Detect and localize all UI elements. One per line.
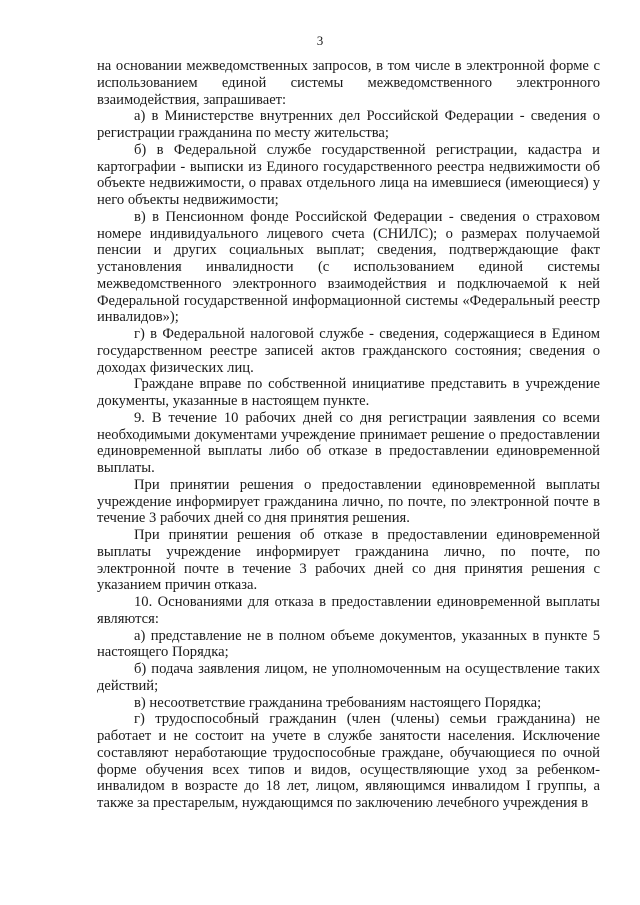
paragraph: При принятии решения об отказе в предоставлении единовременной выплаты учреждение информирует гражданина лично, по почте, по электронной почте в течение 3 рабочих дней со дня принятия решения с указанием причин отказа. — [97, 527, 600, 594]
paragraph: При принятии решения о предоставлении единовременной выплаты учреждение информирует гражданина лично, по почте, по электронной почте в течение 3 рабочих дней со дня принятия решения. — [97, 476, 600, 527]
paragraph: в) в Пенсионном фонде Российской Федерации - сведения о страховом номере индивидуального лицевого счета (СНИЛС); о размерах получаемой пенсии и других социальных выплат; сведения, подтверждающие факт установления инвалидности (с использованием единой системы межведомственного электронного взаимодействия и подключаемой к ней Федеральной государственной информационной системы «Федеральный реестр инвалидов»); — [97, 208, 600, 326]
paragraph: в) несоответствие гражданина требованиям настоящего Порядка; — [134, 694, 542, 711]
paragraph: 10. Основаниями для отказа в предоставлении единовременной выплаты являются: — [97, 594, 600, 627]
paragraph: Граждане вправе по собственной инициативе представить в учреждение документы, указанные в настоящем пункте. — [97, 376, 600, 409]
document-body — [97, 58, 600, 812]
paragraph: а) представление не в полном объеме документов, указанных в пункте 5 настоящего Порядка; — [97, 627, 600, 661]
page-number: 3 — [316, 33, 324, 48]
paragraph: а) в Министерстве внутренних дел Российской Федерации - сведения о регистрации гражданина по месту жительства; — [97, 108, 600, 141]
paragraph: б) подача заявления лицом, не уполномоченным на осуществление таких действий; — [97, 661, 600, 694]
paragraph: на основании межведомственных запросов, в том числе в электронной форме с использованием единой системы межведомственного электронного взаимодействия, запрашивает: — [97, 58, 600, 108]
paragraph: г) трудоспособный гражданин (член (члены) семьи гражданина) не работает и не состоит на учете в службе занятости населения. Исключение составляют неработающие трудоспособные граждане, обучающиеся по очной форме обучения всех типов и видов, осуществляющие уход за ребенком-инвалидом в возрасте до 18 лет, лицом, являющимся инвалидом I группы, а также за престарелым, нуждающимся по заключению лечебного учреждения в — [97, 711, 600, 811]
paragraph: б) в Федеральной службе государственной регистрации, кадастра и картографии - выписки из Единого государственного реестра недвижимости об объекте недвижимости, о правах отдельного лица на имевшиеся (имеющиеся) у него объекты недвижимости; — [97, 141, 600, 208]
paragraph: г) в Федеральной налоговой службе - сведения, содержащиеся в Едином государственном реестре записей актов гражданского состояния; сведения о доходах физических лиц. — [97, 326, 600, 376]
paragraph: 9. В течение 10 рабочих дней со дня регистрации заявления со всеми необходимыми документами учреждение принимает решение о предоставлении единовременной выплаты либо об отказе в предоставлении единовременной выплаты. — [97, 409, 600, 476]
